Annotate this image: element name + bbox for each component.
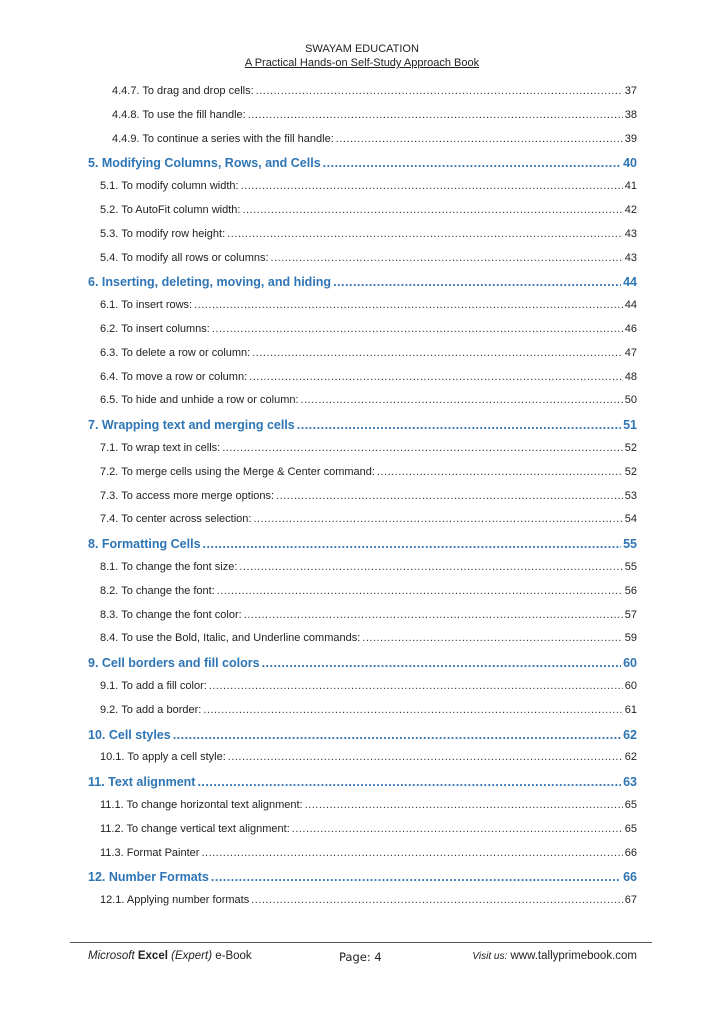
- toc-entry-title: 12. Number Formats: [88, 870, 209, 884]
- toc-chapter-entry[interactable]: [88, 275, 637, 289]
- toc-section-entry[interactable]: [88, 490, 637, 502]
- toc-entry-title: 9.2. To add a border:: [100, 704, 202, 716]
- toc-page-number: 59: [624, 632, 637, 644]
- footer-url-link[interactable]: www.tallyprimebook.com: [510, 950, 637, 962]
- toc-dot-leader: [239, 561, 622, 573]
- toc-chapter-entry[interactable]: [88, 656, 637, 670]
- toc-section-entry[interactable]: [88, 204, 637, 216]
- toc-page-number: 57: [624, 609, 637, 621]
- toc-entry-title: 7.2. To merge cells using the Merge & Center command:: [100, 466, 375, 478]
- toc-section-entry[interactable]: [88, 751, 637, 763]
- toc-dot-leader: [241, 180, 623, 192]
- toc-entry-title: 7.1. To wrap text in cells:: [100, 442, 221, 454]
- toc-dot-leader: [292, 823, 623, 835]
- toc-section-entry[interactable]: [88, 133, 637, 145]
- toc-entry-title: 7. Wrapping text and merging cells: [88, 418, 295, 432]
- toc-dot-leader: [222, 442, 623, 454]
- toc-page-number: 38: [624, 109, 637, 121]
- toc-entry-title: 5.1. To modify column width:: [100, 180, 239, 192]
- toc-dot-leader: [227, 228, 623, 240]
- footer-divider: [70, 942, 652, 943]
- toc-chapter-entry[interactable]: [88, 728, 637, 742]
- toc-entry-title: 6.2. To insert columns:: [100, 323, 210, 335]
- toc-section-entry[interactable]: [88, 847, 637, 859]
- toc-dot-leader: [212, 323, 623, 335]
- toc-page-number: 41: [624, 180, 637, 192]
- footer-prefix: Microsoft: [88, 950, 135, 962]
- toc-page-number: 37: [624, 85, 637, 97]
- footer-page-number: Page: 4: [339, 950, 382, 964]
- toc-section-entry[interactable]: [88, 85, 637, 97]
- toc-section-entry[interactable]: [88, 252, 637, 264]
- toc-section-entry[interactable]: [88, 704, 637, 716]
- toc-page-number: 42: [624, 204, 637, 216]
- toc-dot-leader: [333, 275, 621, 289]
- toc-chapter-entry[interactable]: [88, 156, 637, 170]
- toc-entry-title: 4.4.9. To continue a series with the fill handle:: [112, 133, 334, 145]
- toc-entry-title: 8.4. To use the Bold, Italic, and Underline commands:: [100, 632, 361, 644]
- toc-entry-title: 6.4. To move a row or column:: [100, 371, 248, 383]
- toc-page-number: 51: [623, 418, 637, 432]
- toc-dot-leader: [301, 394, 623, 406]
- toc-entry-title: 7.3. To access more merge options:: [100, 490, 275, 502]
- toc-section-entry[interactable]: [88, 394, 637, 406]
- header-subtitle: A Practical Hands-on Self-Study Approach Book: [244, 57, 480, 69]
- toc-page-number: 55: [623, 537, 637, 551]
- toc-entry-title: 9.1. To add a fill color:: [100, 680, 207, 692]
- toc-page-number: 46: [624, 323, 637, 335]
- toc-dot-leader: [244, 609, 623, 621]
- footer-website: [472, 950, 637, 962]
- toc-page-number: 66: [624, 847, 637, 859]
- toc-entry-title: 8. Formatting Cells: [88, 537, 201, 551]
- footer-visit-sep: :: [504, 951, 508, 962]
- toc-page-number: 65: [624, 823, 637, 835]
- toc-page-number: 62: [624, 751, 637, 763]
- toc-entry-title: 5.3. To modify row height:: [100, 228, 226, 240]
- toc-dot-leader: [377, 466, 623, 478]
- toc-dot-leader: [276, 490, 623, 502]
- footer-visit-label: Visit us: [472, 951, 505, 962]
- toc-page-number: 52: [624, 466, 637, 478]
- toc-entry-title: 9. Cell borders and fill colors: [88, 656, 260, 670]
- toc-dot-leader: [228, 751, 623, 763]
- toc-entry-title: 5.4. To modify all rows or columns:: [100, 252, 269, 264]
- toc-dot-leader: [249, 371, 623, 383]
- toc-page-number: 56: [624, 585, 637, 597]
- toc-dot-leader: [253, 513, 622, 525]
- toc-section-entry[interactable]: [88, 609, 637, 621]
- toc-page-number: 47: [624, 347, 637, 359]
- toc-entry-title: 10. Cell styles: [88, 728, 171, 742]
- toc-dot-leader: [256, 85, 623, 97]
- toc-section-entry[interactable]: [88, 680, 637, 692]
- toc-entry-title: 11. Text alignment: [88, 775, 196, 789]
- toc-section-entry[interactable]: [88, 109, 637, 121]
- toc-page-number: 50: [624, 394, 637, 406]
- toc-dot-leader: [217, 585, 623, 597]
- toc-chapter-entry[interactable]: [88, 418, 637, 432]
- toc-entry-title: 11.2. To change vertical text alignment:: [100, 823, 290, 835]
- toc-page-number: 43: [624, 252, 637, 264]
- toc-entry-title: 5. Modifying Columns, Rows, and Cells: [88, 156, 321, 170]
- toc-section-entry[interactable]: [88, 180, 637, 192]
- toc-entry-title: 4.4.8. To use the fill handle:: [112, 109, 246, 121]
- toc-page-number: 65: [624, 799, 637, 811]
- toc-dot-leader: [252, 347, 623, 359]
- toc-dot-leader: [271, 252, 623, 264]
- toc-section-entry[interactable]: [88, 799, 637, 811]
- toc-entry-title: 7.4. To center across selection:: [100, 513, 252, 525]
- toc-dot-leader: [173, 728, 621, 742]
- toc-page-number: 60: [623, 656, 637, 670]
- toc-page-number: 48: [624, 371, 637, 383]
- toc-dot-leader: [209, 680, 623, 692]
- toc-page-number: 66: [623, 870, 637, 884]
- toc-section-entry[interactable]: [88, 894, 637, 906]
- toc-entry-title: 10.1. To apply a cell style:: [100, 751, 226, 763]
- toc-dot-leader: [305, 799, 623, 811]
- toc-entry-title: 6.1. To insert rows:: [100, 299, 193, 311]
- toc-dot-leader: [211, 870, 621, 884]
- toc-section-entry[interactable]: [88, 585, 637, 597]
- footer-edition: (Expert): [171, 950, 213, 962]
- toc-dot-leader: [242, 204, 622, 216]
- toc-dot-leader: [362, 632, 622, 644]
- footer-product: Excel: [137, 950, 168, 962]
- toc-page-number: 39: [624, 133, 637, 145]
- toc-entry-title: 8.3. To change the font color:: [100, 609, 242, 621]
- toc-page-number: 40: [623, 156, 637, 170]
- toc-page-number: 52: [624, 442, 637, 454]
- toc-page-number: 61: [624, 704, 637, 716]
- toc-entry-title: 8.2. To change the font:: [100, 585, 215, 597]
- toc-dot-leader: [248, 109, 623, 121]
- toc-chapter-entry[interactable]: [88, 775, 637, 789]
- toc-page-number: 54: [624, 513, 637, 525]
- toc-dot-leader: [203, 704, 622, 716]
- header-title: SWAYAM EDUCATION: [305, 43, 419, 55]
- toc-chapter-entry[interactable]: [88, 870, 637, 884]
- footer-book-title: [88, 950, 252, 962]
- toc-dot-leader: [251, 894, 623, 906]
- toc-entry-title: 12.1. Applying number formats: [100, 894, 250, 906]
- toc-dot-leader: [197, 775, 621, 789]
- toc-entry-title: 11.1. To change horizontal text alignment:: [100, 799, 303, 811]
- toc-section-entry[interactable]: [88, 228, 637, 240]
- toc-dot-leader: [297, 418, 621, 432]
- toc-page-number: 44: [623, 275, 637, 289]
- toc-entry-title: 6.5. To hide and unhide a row or column:: [100, 394, 299, 406]
- toc-section-entry[interactable]: [88, 561, 637, 573]
- toc-entry-title: 11.3. Format Painter: [100, 847, 200, 859]
- toc-page-number: 63: [623, 775, 637, 789]
- page-header: [0, 42, 724, 70]
- toc-page-number: 53: [624, 490, 637, 502]
- footer-suffix: e-Book: [215, 950, 252, 962]
- toc-entry-title: 4.4.7. To drag and drop cells:: [112, 85, 254, 97]
- toc-dot-leader: [203, 537, 622, 551]
- toc-section-entry[interactable]: [88, 823, 637, 835]
- toc-dot-leader: [201, 847, 622, 859]
- toc-entry-title: 6.3. To delete a row or column:: [100, 347, 251, 359]
- toc-dot-leader: [336, 133, 623, 145]
- toc-entry-title: 6. Inserting, deleting, moving, and hiding: [88, 275, 332, 289]
- toc-section-entry[interactable]: [88, 347, 637, 359]
- toc-section-entry[interactable]: [88, 442, 637, 454]
- toc-page-number: 44: [624, 299, 637, 311]
- toc-chapter-entry[interactable]: [88, 537, 637, 551]
- toc-page-number: 43: [624, 228, 637, 240]
- toc-section-entry[interactable]: [88, 323, 637, 335]
- toc-section-entry[interactable]: [88, 513, 637, 525]
- toc-section-entry[interactable]: [88, 371, 637, 383]
- toc-dot-leader: [323, 156, 621, 170]
- toc-page-number: 67: [624, 894, 637, 906]
- toc-dot-leader: [262, 656, 622, 670]
- toc-page-number: 60: [624, 680, 637, 692]
- toc-section-entry[interactable]: [88, 632, 637, 644]
- toc-page-number: 55: [624, 561, 637, 573]
- toc-page-number: 62: [623, 728, 637, 742]
- toc-section-entry[interactable]: [88, 299, 637, 311]
- toc-entry-title: 8.1. To change the font size:: [100, 561, 238, 573]
- toc-entry-title: 5.2. To AutoFit column width:: [100, 204, 241, 216]
- toc-section-entry[interactable]: [88, 466, 637, 478]
- toc-dot-leader: [194, 299, 623, 311]
